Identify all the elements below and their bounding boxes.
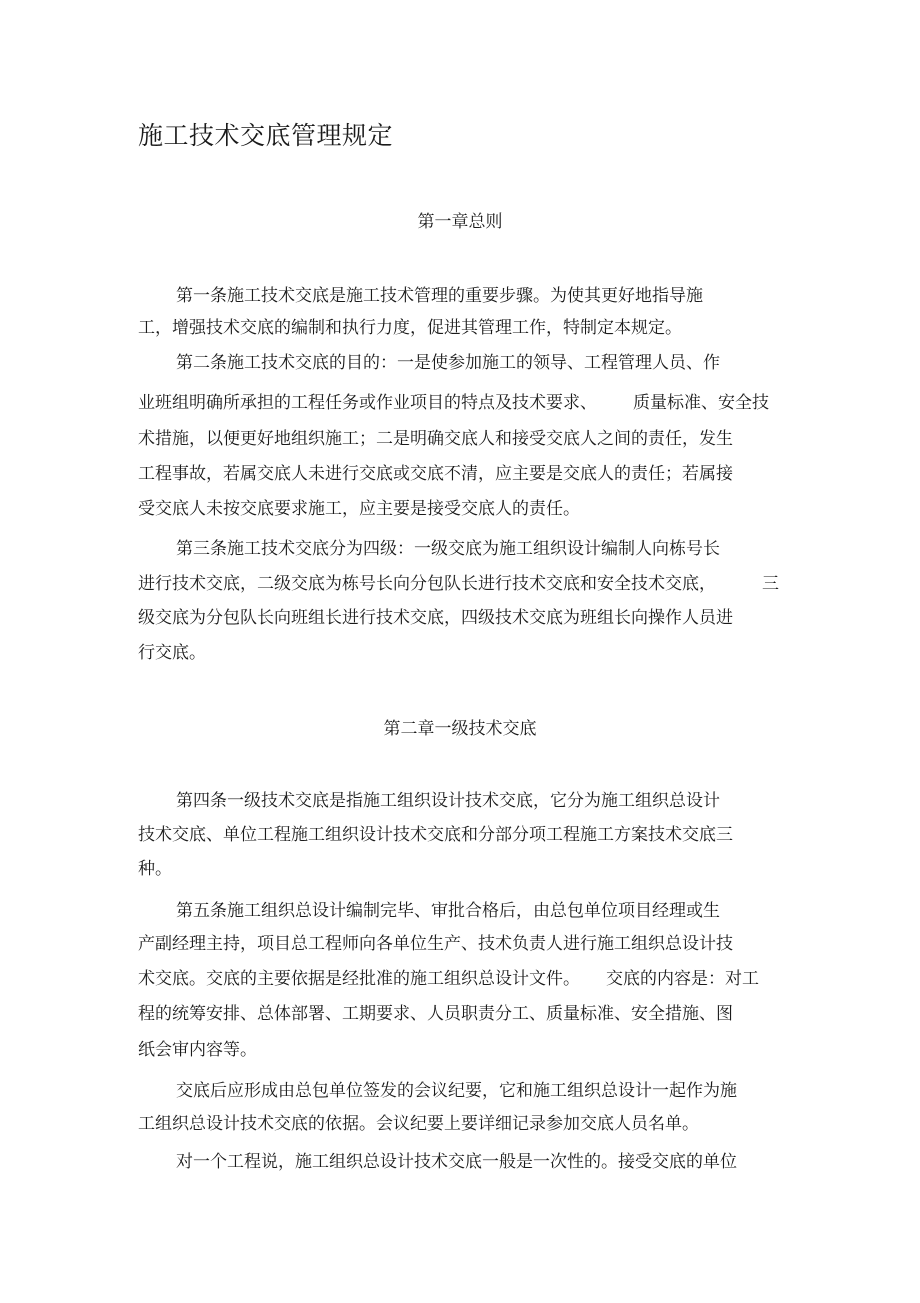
- article-3-line-3: 级交底为分包队长向班组长进行技术交底，四级技术交底为班组长向操作人员进: [138, 608, 733, 628]
- article-2-line-4: 工程事故，若属交底人未进行交底或交底不清，应主要是交底人的责任；若属接: [138, 464, 733, 484]
- article-2-line-2: [138, 391, 769, 415]
- article-3-line-2: [138, 572, 716, 596]
- paragraph-one-time-line-1: 对一个工程说，施工组织总设计技术交底一般是一次性的。接受交底的单位: [176, 1152, 737, 1172]
- article-5-line-5: 纸会审内容等。: [138, 1040, 257, 1060]
- article-3-line-2-part-1: 进行技术交底，二级交底为栋号长向分包队长进行技术交底和安全技术交底，: [138, 574, 716, 594]
- article-2-line-3: 术措施，以便更好地组织施工；二是明确交底人和接受交底人之间的责任，发生: [138, 429, 733, 449]
- article-2-line-2-part-2: 质量标准、安全技: [633, 393, 769, 413]
- chapter-2-heading: 第二章一级技术交底: [383, 719, 537, 739]
- article-3-line-2-part-2: 三: [762, 574, 779, 594]
- article-5-line-3-part-2: 交底的内容是：对工: [606, 969, 759, 989]
- article-1-line-1: 第一条施工技术交底是施工技术管理的重要步骤。为使其更好地指导施: [176, 286, 703, 306]
- chapter-1-heading: 第一章总则: [417, 212, 503, 232]
- article-1-line-2: 工，增强技术交底的编制和执行力度，促进其管理工作，特制定本规定。: [138, 318, 682, 338]
- article-4-line-3: 种。: [138, 859, 172, 879]
- article-5-line-2: 产副经理主持，项目总工程师向各单位生产、技术负责人进行施工组织总设计技: [138, 934, 733, 954]
- document-title: 施工技术交底管理规定: [138, 121, 394, 150]
- paragraph-meeting-minutes-line-1: 交底后应形成由总包单位签发的会议纪要，它和施工组织总设计一起作为施: [176, 1081, 737, 1101]
- article-5-line-1: 第五条施工组织总设计编制完毕、审批合格后，由总包单位项目经理或生: [176, 901, 720, 921]
- article-5-line-3: [138, 967, 759, 991]
- article-4-line-2: 技术交底、单位工程施工组织设计技术交底和分部分项工程施工方案技术交底三: [138, 825, 733, 845]
- article-2-line-1: 第二条施工技术交底的目的：一是使参加施工的领导、工程管理人员、作: [176, 353, 720, 373]
- article-5-line-4: 程的统筹安排、总体部署、工期要求、人员职责分工、质量标准、安全措施、图: [138, 1004, 733, 1024]
- article-3-line-4: 行交底。: [138, 643, 206, 663]
- article-4-line-1: 第四条一级技术交底是指施工组织设计技术交底，它分为施工组织总设计: [176, 791, 720, 811]
- paragraph-meeting-minutes-line-2: 工组织总设计技术交底的依据。会议纪要上要详细记录参加交底人员名单。: [138, 1114, 699, 1134]
- article-2-line-5: 受交底人未按交底要求施工，应主要是接受交底人的责任。: [138, 499, 580, 519]
- article-3-line-1: 第三条施工技术交底分为四级：一级交底为施工组织设计编制人向栋号长: [176, 539, 720, 559]
- article-5-line-3-part-1: 术交底。交底的主要依据是经批准的施工组织总设计文件。: [138, 969, 580, 989]
- article-2-line-2-part-1: 业班组明确所承担的工程任务或作业项目的特点及技术要求、: [138, 393, 597, 413]
